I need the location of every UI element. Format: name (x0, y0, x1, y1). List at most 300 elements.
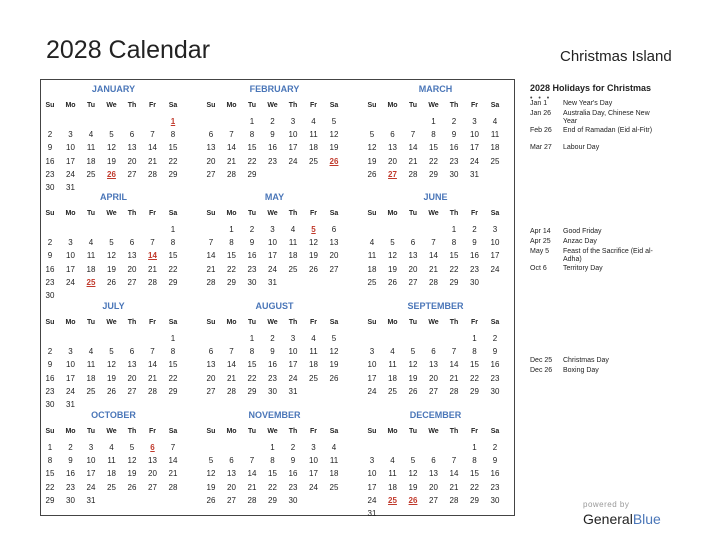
day: 7 (170, 443, 176, 452)
day: 24 (470, 156, 479, 166)
month-name: MAY (264, 192, 285, 202)
day: 22 (470, 482, 479, 492)
day: 10 (309, 456, 318, 466)
day: 10 (470, 130, 479, 140)
day: 23 (45, 169, 55, 179)
day: 28 (429, 277, 438, 287)
day: 8 (170, 347, 176, 357)
holiday-name: Territory Day (563, 265, 603, 272)
day: 2 (47, 130, 53, 140)
day: 17 (470, 143, 479, 153)
day: 5 (109, 347, 114, 357)
day: 9 (492, 347, 498, 357)
day: 7 (410, 130, 416, 140)
day: 23 (490, 373, 500, 383)
day: 15 (45, 469, 55, 479)
day: 24 (66, 386, 75, 396)
holiday-name: Anzac Day (563, 238, 597, 245)
weekday-header: Tu (86, 210, 96, 217)
day: 19 (127, 469, 137, 479)
day: 27 (127, 277, 137, 287)
day: 6 (129, 130, 135, 140)
day: 17 (309, 469, 318, 479)
holiday-date: Mar 27 (530, 144, 552, 151)
day: 13 (329, 238, 339, 248)
day: 31 (470, 169, 479, 179)
holiday-name: Good Friday (563, 228, 602, 235)
day: 14 (449, 469, 459, 479)
weekday-header: Sa (168, 102, 178, 109)
day: 13 (127, 251, 137, 261)
day: 24 (268, 264, 277, 274)
day: 7 (431, 238, 436, 248)
day: 19 (107, 156, 116, 166)
weekday-header: Sa (329, 319, 339, 326)
day: 27 (329, 264, 339, 274)
day: 6 (431, 347, 436, 357)
weekday-header: Tu (247, 102, 257, 109)
day: 21 (227, 373, 236, 383)
day: 2 (270, 117, 275, 126)
day: 15 (268, 469, 277, 479)
day: 28 (206, 277, 216, 287)
day: 8 (270, 456, 275, 466)
day: 14 (429, 251, 438, 261)
day: 9 (68, 456, 73, 466)
day: 1 (229, 225, 234, 234)
day: 13 (429, 469, 438, 479)
day: 18 (388, 373, 397, 383)
day: 5 (410, 456, 416, 466)
day: 27 (127, 386, 137, 396)
day: 10 (288, 130, 298, 140)
day: 16 (247, 251, 257, 261)
day: 29 (247, 386, 257, 396)
day: 30 (45, 291, 55, 300)
day: 3 (68, 130, 73, 140)
day: 30 (45, 400, 55, 409)
holiday-date: Apr 25 (530, 238, 551, 245)
day: 11 (309, 130, 318, 140)
day: 15 (168, 251, 178, 261)
brand-blue: Blue (632, 511, 661, 527)
day: 10 (66, 360, 75, 370)
day: 20 (408, 264, 418, 274)
day: 19 (206, 482, 216, 492)
day: 15 (168, 143, 178, 153)
day: 17 (367, 373, 377, 383)
day: 29 (168, 277, 178, 287)
day: 16 (66, 469, 75, 479)
day: 6 (331, 225, 337, 234)
day: 15 (247, 143, 257, 153)
day: 25 (288, 264, 298, 274)
day: 7 (150, 238, 155, 248)
day: 22 (470, 373, 479, 383)
day: 20 (429, 373, 438, 383)
day: 9 (47, 251, 53, 261)
day: 28 (449, 386, 459, 396)
day: 8 (170, 130, 176, 140)
day: 14 (227, 360, 236, 370)
day: 14 (148, 360, 157, 370)
day: 19 (329, 360, 339, 370)
day: 25 (367, 277, 377, 287)
holiday-day: 27 (388, 169, 397, 179)
day: 5 (109, 238, 114, 248)
day: 4 (311, 117, 316, 126)
day: 17 (490, 251, 500, 261)
day: 1 (249, 117, 255, 126)
weekday-header: Mo (387, 428, 398, 435)
weekday-header: Fr (149, 428, 156, 435)
day: 30 (449, 169, 459, 179)
day: 23 (470, 264, 479, 274)
day: 2 (47, 238, 53, 248)
weekday-header: We (428, 319, 439, 326)
weekday-header: Fr (310, 102, 317, 109)
weekday-header: Fr (310, 210, 317, 217)
day: 28 (148, 277, 157, 287)
holiday-date: Feb 26 (530, 127, 552, 134)
weekday-header: Su (45, 102, 55, 109)
day: 27 (148, 482, 157, 492)
day: 29 (470, 386, 479, 396)
day: 22 (268, 482, 277, 492)
day: 8 (431, 130, 436, 140)
weekday-header: Th (288, 319, 298, 326)
day: 7 (249, 456, 255, 466)
day: 8 (170, 238, 176, 248)
day: 13 (388, 143, 397, 153)
day: 8 (47, 456, 53, 466)
day: 5 (109, 130, 114, 140)
day: 19 (367, 156, 377, 166)
day: 19 (388, 264, 397, 274)
weekday-header: Sa (490, 319, 500, 326)
weekday-header: Mo (387, 319, 398, 326)
day: 15 (449, 251, 459, 261)
weekday-header: Sa (168, 210, 178, 217)
day: 24 (288, 156, 298, 166)
weekday-header: Tu (86, 319, 96, 326)
day: 17 (268, 251, 277, 261)
day: 12 (388, 251, 397, 261)
day: 27 (429, 386, 438, 396)
weekday-header: Sa (168, 319, 178, 326)
holiday-name: End of Ramadan (Eid al-Fitr) (563, 127, 653, 134)
day: 22 (168, 156, 178, 166)
weekday-header: We (267, 102, 278, 109)
day: 22 (168, 373, 178, 383)
weekday-header: Mo (65, 102, 76, 109)
day: 13 (429, 360, 438, 370)
day: 13 (127, 143, 137, 153)
day: 11 (490, 130, 500, 140)
day: 18 (288, 251, 298, 261)
day: 21 (408, 156, 418, 166)
day: 9 (451, 130, 457, 140)
holiday-day: 25 (388, 495, 397, 505)
weekday-header: Mo (65, 428, 76, 435)
day: 12 (107, 143, 116, 153)
day: 11 (309, 347, 318, 357)
day: 18 (309, 360, 318, 370)
day: 11 (388, 360, 397, 370)
day: 28 (148, 386, 157, 396)
holiday-name: Christmas Day (563, 357, 609, 364)
month-name: OCTOBER (91, 410, 136, 420)
weekday-header: Mo (65, 210, 76, 217)
day: 20 (206, 156, 216, 166)
day: 24 (66, 169, 75, 179)
day: 1 (431, 117, 436, 126)
day: 17 (86, 469, 96, 479)
day: 23 (66, 482, 75, 492)
generalblue-logo[interactable] (583, 511, 661, 527)
day: 16 (490, 360, 500, 370)
weekday-header: Su (45, 319, 55, 326)
day: 23 (45, 277, 55, 287)
day: 14 (206, 251, 216, 261)
day: 4 (331, 443, 337, 452)
day: 11 (107, 456, 116, 466)
day: 30 (470, 277, 479, 287)
day: 31 (66, 183, 75, 192)
holiday-date: Jan 26 (530, 110, 552, 117)
day: 1 (170, 225, 176, 234)
day: 9 (249, 238, 255, 248)
day: 2 (451, 117, 457, 126)
day: 16 (449, 143, 459, 153)
day: 23 (288, 482, 298, 492)
holiday-date: Dec 26 (530, 367, 553, 374)
weekday-header: Su (367, 210, 377, 217)
day: 13 (408, 251, 418, 261)
day: 10 (268, 238, 277, 248)
day: 7 (150, 347, 155, 357)
day: 9 (270, 347, 275, 357)
day: 16 (288, 469, 298, 479)
day: 21 (148, 264, 157, 274)
day: 9 (492, 456, 498, 466)
day: 14 (408, 143, 418, 153)
weekday-header: Th (127, 319, 137, 326)
day: 11 (288, 238, 298, 248)
day: 2 (472, 225, 477, 234)
day: 13 (127, 360, 137, 370)
day: 13 (206, 143, 216, 153)
day: 4 (390, 456, 395, 466)
weekday-header: Fr (310, 428, 317, 435)
day: 24 (66, 277, 75, 287)
day: 30 (66, 495, 75, 505)
day: 21 (449, 373, 459, 383)
day: 23 (268, 156, 277, 166)
day: 10 (288, 347, 298, 357)
day: 28 (247, 495, 257, 505)
day: 26 (408, 386, 418, 396)
weekday-header: We (106, 102, 117, 109)
weekday-header: We (267, 319, 278, 326)
day: 19 (107, 373, 116, 383)
holidays-dots: • • • (530, 95, 552, 102)
day: 17 (66, 373, 75, 383)
day: 21 (429, 264, 438, 274)
month-name: FEBRUARY (249, 84, 300, 94)
day: 3 (290, 334, 296, 343)
weekday-header: Mo (387, 102, 398, 109)
day: 26 (309, 264, 318, 274)
day: 28 (168, 482, 178, 492)
holiday-day: 26 (329, 156, 339, 166)
day: 17 (66, 156, 75, 166)
weekday-header: Su (367, 428, 377, 435)
weekday-header: Sa (490, 210, 500, 217)
day: 27 (408, 277, 418, 287)
day: 6 (229, 456, 234, 466)
day: 30 (490, 386, 500, 396)
holiday-day: 26 (408, 495, 418, 505)
day: 2 (47, 347, 53, 357)
day: 29 (227, 277, 236, 287)
day: 31 (268, 277, 277, 287)
day: 10 (367, 469, 377, 479)
day: 14 (227, 143, 236, 153)
weekday-header: Fr (471, 210, 478, 217)
day: 25 (309, 156, 318, 166)
day: 29 (449, 277, 459, 287)
weekday-header: Sa (329, 102, 339, 109)
month-name: SEPTEMBER (407, 301, 464, 311)
day: 22 (429, 156, 438, 166)
day: 20 (429, 482, 438, 492)
weekday-header: We (428, 102, 439, 109)
day: 11 (388, 469, 397, 479)
holiday-date: Dec 25 (530, 357, 553, 364)
day: 8 (472, 347, 477, 357)
day: 27 (206, 386, 216, 396)
day: 10 (367, 360, 377, 370)
day: 20 (127, 156, 137, 166)
day: 22 (168, 264, 178, 274)
weekday-header: Mo (226, 102, 237, 109)
day: 31 (86, 495, 96, 505)
day: 30 (490, 495, 500, 505)
day: 16 (268, 143, 277, 153)
weekday-header: Tu (247, 428, 257, 435)
day: 21 (247, 482, 257, 492)
weekday-header: Su (206, 102, 216, 109)
day: 4 (88, 130, 94, 140)
day: 21 (206, 264, 216, 274)
day: 26 (206, 495, 216, 505)
weekday-header: We (428, 210, 439, 217)
holiday-name: Boxing Day (563, 367, 599, 374)
weekday-header: Mo (387, 210, 398, 217)
holiday-name: New Year's Day (563, 100, 613, 107)
weekday-header: Th (127, 210, 137, 217)
day: 10 (490, 238, 500, 248)
day: 18 (490, 143, 500, 153)
day: 18 (86, 264, 96, 274)
weekday-header: Fr (471, 319, 478, 326)
day: 3 (492, 225, 498, 234)
day: 20 (148, 469, 157, 479)
day: 15 (227, 251, 236, 261)
day: 19 (408, 482, 418, 492)
day: 28 (148, 169, 157, 179)
day: 29 (247, 169, 257, 179)
day: 12 (329, 347, 339, 357)
day: 3 (311, 443, 316, 452)
day: 8 (472, 456, 477, 466)
day: 21 (227, 156, 236, 166)
weekday-header: Tu (408, 319, 418, 326)
day: 16 (45, 373, 55, 383)
month-name: JUNE (423, 192, 448, 202)
day: 16 (45, 264, 55, 274)
day: 3 (270, 225, 275, 234)
weekday-header: Th (127, 102, 137, 109)
day: 4 (369, 238, 375, 248)
day: 9 (47, 360, 53, 370)
day: 1 (170, 334, 176, 343)
day: 8 (249, 347, 255, 357)
day: 3 (472, 117, 477, 126)
day: 21 (148, 156, 157, 166)
day: 12 (309, 238, 318, 248)
day: 1 (472, 334, 477, 343)
day: 22 (247, 156, 257, 166)
day: 27 (429, 495, 438, 505)
day: 26 (329, 373, 339, 383)
weekday-header: Mo (226, 319, 237, 326)
day: 2 (492, 334, 498, 343)
weekday-header: Th (449, 210, 459, 217)
holiday-day: 5 (311, 225, 316, 234)
day: 2 (492, 443, 498, 452)
day: 30 (45, 183, 55, 192)
weekday-header: Su (206, 210, 216, 217)
day: 15 (168, 360, 178, 370)
day: 28 (227, 386, 236, 396)
weekday-header: We (267, 210, 278, 217)
day: 6 (129, 347, 135, 357)
page-title: 2028 Calendar (46, 36, 211, 64)
weekday-header: We (267, 428, 278, 435)
day: 24 (288, 373, 298, 383)
day: 16 (268, 360, 277, 370)
day: 5 (331, 334, 337, 343)
day: 7 (229, 130, 234, 140)
day: 25 (490, 156, 500, 166)
day: 3 (369, 347, 375, 357)
day: 25 (309, 373, 318, 383)
day: 20 (127, 373, 137, 383)
weekday-header: We (106, 210, 117, 217)
day: 30 (288, 495, 298, 505)
weekday-header: Mo (65, 319, 76, 326)
day: 6 (129, 238, 135, 248)
day: 26 (107, 277, 116, 287)
weekday-header: Sa (329, 428, 339, 435)
month-name: APRIL (100, 192, 127, 202)
weekday-header: Fr (149, 210, 156, 217)
holiday-day: 14 (148, 251, 157, 261)
day: 13 (148, 456, 157, 466)
day: 4 (88, 238, 94, 248)
